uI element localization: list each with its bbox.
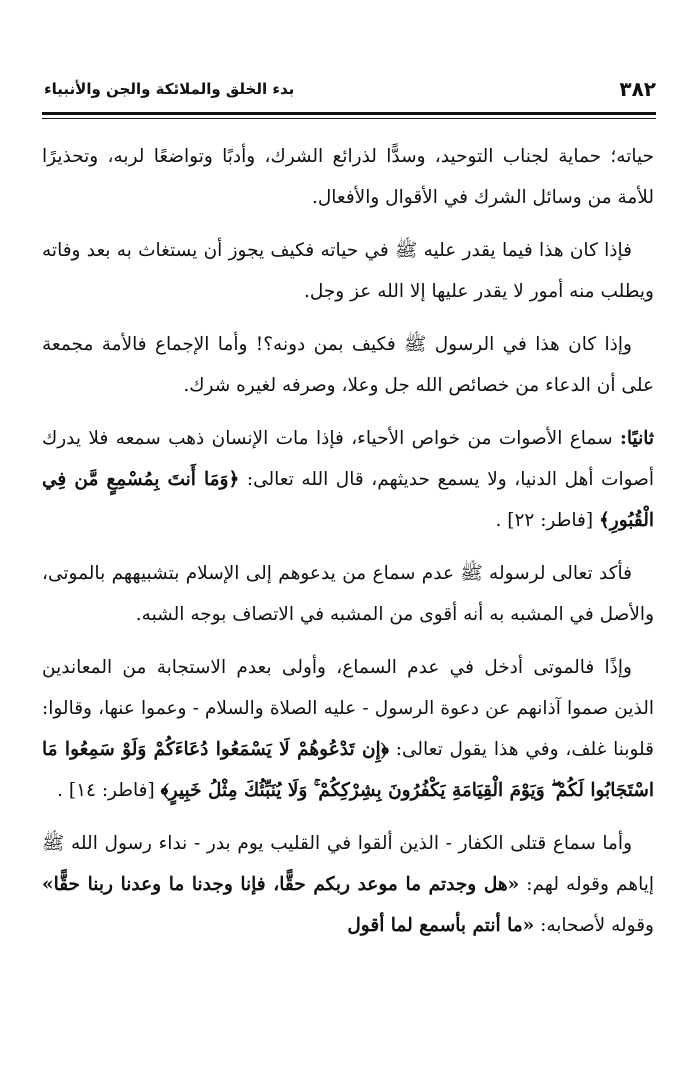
paragraph-2: فإذا كان هذا فيما يقدر عليه ﷺ في حياته فكيف يجوز أن يستغاث به بعد وفاته ويطلب منه أمور لا يقدر عليها إلا الله عز وجل. xyxy=(42,240,654,302)
running-title: بدء الخلق والملائكة والجن والأنبياء xyxy=(44,80,295,98)
paragraph-7-mid: وقوله لأصحابه: xyxy=(534,915,654,936)
paragraph-4-text: سماع الأصوات من خواص الأحياء، فإذا مات الإنسان ذهب سمعه فلا يدرك أصوات أهل الدنيا، ولا يسمع حديثهم، قال الله تعالى: xyxy=(42,428,654,490)
paragraph-5: فأكد تعالى لرسوله ﷺ عدم سماع من يدعوهم إلى الإسلام بتشبيههم بالموتى، والأصل في المشبه به أنه أقوى من المشبه في الاتصاف بوجه الشبه. xyxy=(42,563,654,625)
paragraph-6-text: وإذًا فالموتى أدخل في عدم السماع، وأولى بعدم الاستجابة من المعاندين الذين صموا آذانهم عن دعوة الرسول - عليه الصلاة والسلام - وعموا عنها، وقالوا: قلوبنا غلف، وفي هذا يقول تعالى: xyxy=(42,657,654,760)
paragraph-7 xyxy=(42,823,654,946)
header-rule-thick xyxy=(42,112,656,115)
hadith-quote-2: «ما أنتم بأسمع لما أقول xyxy=(347,915,535,936)
header-rule-thin xyxy=(42,118,656,119)
paragraph-7-text: وأما سماع قتلى الكفار - الذين ألقوا في القليب يوم بدر - نداء رسول الله ﷺ إياهم وقوله لهم: xyxy=(42,833,655,895)
paragraph-3: وإذا كان هذا في الرسول ﷺ فكيف بمن دونه؟! وأما الإجماع فالأمة مجمعة على أن الدعاء من خصائص الله جل وعلا، وصرفه لغيره شرك. xyxy=(42,334,654,396)
paragraph-4 xyxy=(42,418,654,541)
body-text xyxy=(42,136,654,958)
quran-verse-fatir-22: ﴿وَمَا أَنتَ بِمُسْمِعٍ مَّن فِي الْقُبُورِ﴾ xyxy=(42,469,654,531)
hadith-quote-1: «هل وجدتم ما موعد ربكم حقًّا، فإنا وجدنا ما وعدنا ربنا حقًّا» xyxy=(42,874,520,895)
verse-reference-fatir-22: [فاطر: ٢٢] . xyxy=(495,510,599,531)
section-label-secondly: ثانيًا: xyxy=(620,428,654,449)
quran-verse-fatir-14: ﴿إِن تَدْعُوهُمْ لَا يَسْمَعُوا دُعَاءَكُمْ وَلَوْ سَمِعُوا مَا اسْتَجَابُوا لَكُمْ ۖ وَيَوْمَ الْقِيَامَةِ يَكْفُرُونَ بِشِرْكِكُمْ ۚ وَلَا يُنَبِّئُكَ مِثْلُ خَبِيرٍ﴾ xyxy=(42,739,654,801)
paragraph-6 xyxy=(42,647,654,811)
paragraph-1: حياته؛ حماية لجناب التوحيد، وسدًّا لذرائع الشرك، وأدبًا وتواضعًا لربه، وتحذيرًا للأمة من وسائل الشرك في الأقوال والأفعال. xyxy=(42,146,654,208)
verse-reference-fatir-14: [فاطر: ١٤] . xyxy=(57,780,161,801)
page-number: ٣٨٢ xyxy=(619,77,656,101)
page-header xyxy=(44,74,656,104)
